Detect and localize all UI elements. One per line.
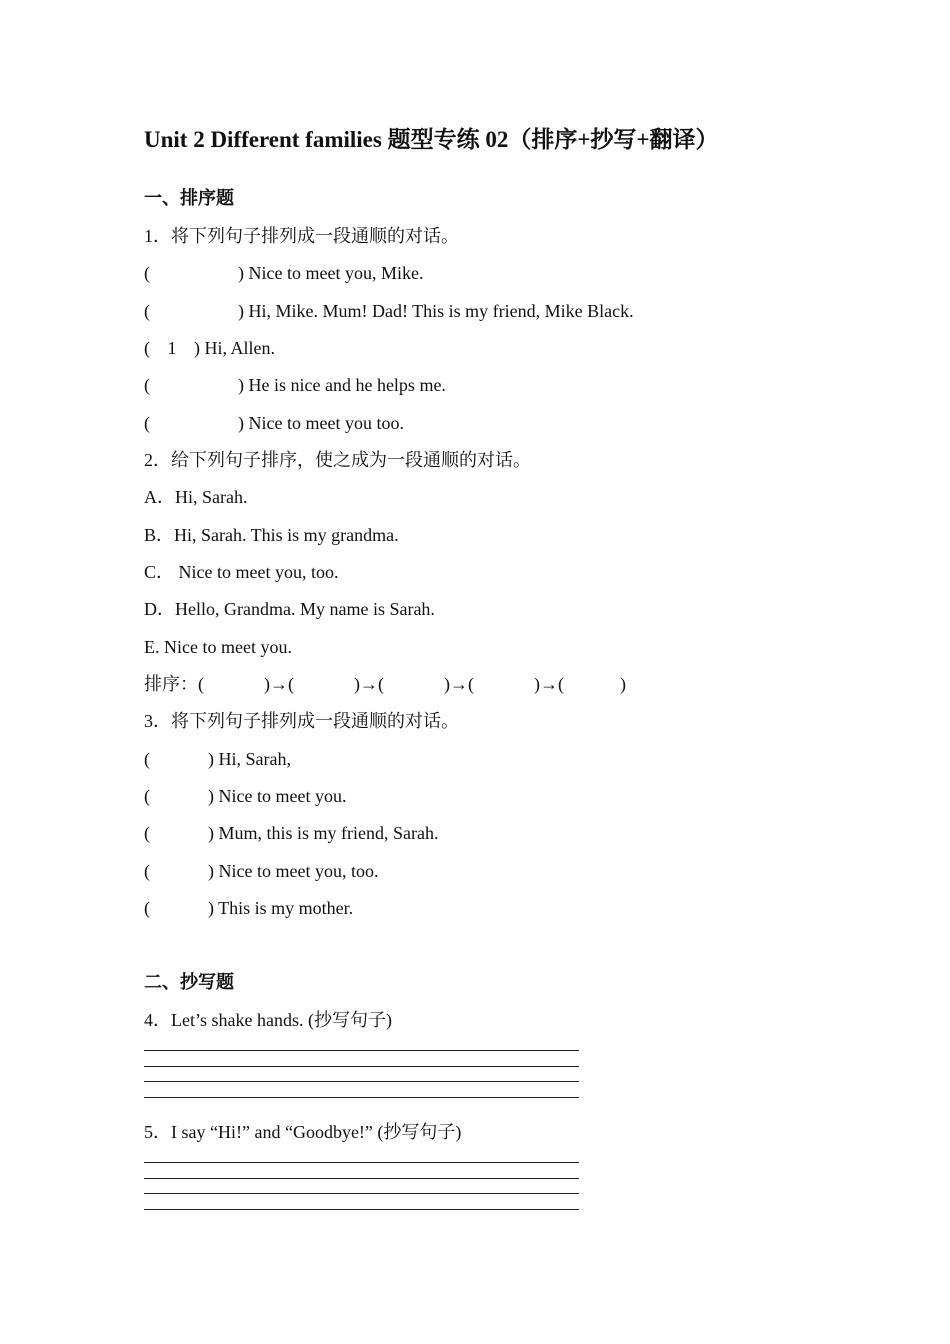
q1-item: ( ) Nice to meet you, Mike. — [144, 263, 424, 283]
writing-line[interactable] — [144, 1162, 579, 1163]
arrow-icon: → — [360, 674, 378, 694]
q1-item: ( ) Hi, Mike. Mum! Dad! This is my friend, Mike Black. — [144, 301, 634, 321]
q2-option: E. Nice to meet you. — [144, 637, 292, 657]
question-5-prompt: 5．I say “Hi!” and “Goodbye!” (抄写句子) — [144, 1122, 462, 1142]
writing-line[interactable] — [144, 1193, 579, 1194]
question-1-prompt: 1．将下列句子排列成一段通顺的对话。 — [144, 226, 459, 246]
order-label: 排序： — [144, 674, 198, 694]
question-2-prompt: 2．给下列句子排序，使之成为一段通顺的对话。 — [144, 450, 531, 470]
question-4-prompt: 4．Let’s shake hands. (抄写句子) — [144, 1010, 392, 1030]
q2-option: A．Hi, Sarah. — [144, 487, 248, 507]
q2-option: D．Hello, Grandma. My name is Sarah. — [144, 599, 435, 619]
arrow-icon: → — [270, 674, 288, 694]
q3-item: ( ) Nice to meet you, too. — [144, 861, 379, 881]
q1-item: ( 1 ) Hi, Allen. — [144, 338, 275, 358]
question-3-prompt: 3．将下列句子排列成一段通顺的对话。 — [144, 711, 459, 731]
writing-line[interactable] — [144, 1081, 579, 1082]
q1-answer-blank[interactable]: 1 — [167, 338, 177, 358]
page-title: Unit 2 Different families 题型专练 02（排序+抄写+翻译） — [144, 127, 719, 152]
q2-option: B．Hi, Sarah. This is my grandma. — [144, 525, 399, 545]
q3-item: ( ) Nice to meet you. — [144, 786, 347, 806]
q2-option: C． Nice to meet you, too. — [144, 562, 339, 582]
section-heading-ordering: 一、排序题 — [144, 188, 234, 208]
arrow-icon: → — [540, 674, 558, 694]
writing-line[interactable] — [144, 1066, 579, 1067]
section-heading-copying: 二、抄写题 — [144, 972, 234, 992]
q3-item: ( ) Hi, Sarah, — [144, 749, 291, 769]
writing-line[interactable] — [144, 1209, 579, 1210]
q1-item: ( ) Nice to meet you too. — [144, 413, 404, 433]
q3-item: ( ) Mum, this is my friend, Sarah. — [144, 823, 439, 843]
writing-line[interactable] — [144, 1178, 579, 1179]
writing-line[interactable] — [144, 1097, 579, 1098]
q1-item: ( ) He is nice and he helps me. — [144, 375, 446, 395]
writing-line[interactable] — [144, 1050, 579, 1051]
arrow-icon: → — [450, 674, 468, 694]
q2-order-row: 排序：( )→( )→( )→( )→( ) — [144, 674, 626, 694]
q3-item: ( ) This is my mother. — [144, 898, 354, 918]
